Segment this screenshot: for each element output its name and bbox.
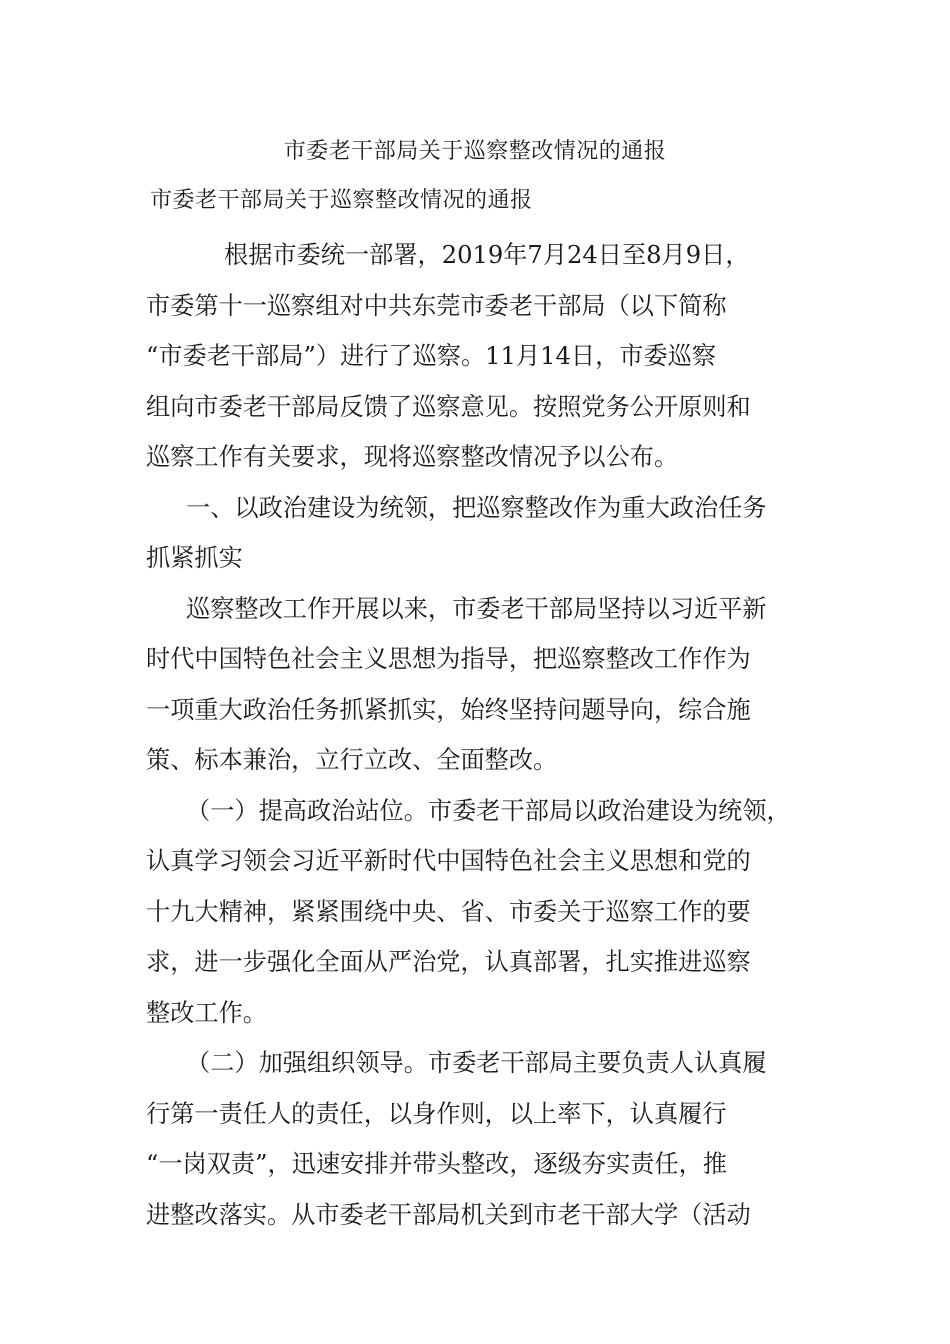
paragraph-line: 市委第十一巡察组对中共东莞市委老干部局（以下简称 bbox=[146, 291, 727, 320]
section-heading-line: 一、以政治建设为统领，把巡察整改作为重大政治任务 bbox=[186, 493, 767, 522]
paragraph-line: 巡察工作有关要求，现将巡察整改情况予以公布。 bbox=[146, 443, 679, 471]
paragraph-line: 组向市委老干部局反馈了巡察意见。按照党务公开原则和 bbox=[146, 392, 751, 421]
paragraph-line: 整改工作。 bbox=[146, 998, 267, 1027]
paragraph-line: 行第一责任人的责任，以身作则，以上率下，认真履行 bbox=[146, 1099, 727, 1128]
section-heading-line: 抓紧抓实 bbox=[146, 544, 243, 572]
paragraph-line: 一项重大政治任务抓紧抓实，始终坚持问题导向，综合施 bbox=[146, 695, 751, 724]
document-subtitle: 市委老干部局关于巡察整改情况的通报 bbox=[150, 188, 533, 213]
paragraph-line: 十九大精神，紧紧围绕中央、省、市委关于巡察工作的要 bbox=[146, 897, 751, 926]
paragraph-line: 策、标本兼治，立行立改、全面整改。 bbox=[146, 746, 558, 774]
paragraph-line: 认真学习领会习近平新时代中国特色社会主义思想和党的 bbox=[146, 847, 751, 875]
paragraph-line: 时代中国特色社会主义思想为指导，把巡察整改工作作为 bbox=[146, 645, 751, 673]
paragraph-line: 巡察整改工作开展以来，市委老干部局坚持以习近平新 bbox=[186, 594, 767, 623]
paragraph-line: （一）提高政治站位。市委老干部局以政治建设为统领， bbox=[186, 796, 791, 825]
paragraph-line: “一岗双责”，迅速安排并带头整改，逐级夯实责任，推 bbox=[146, 1150, 728, 1178]
document-body bbox=[146, 230, 826, 1240]
paragraph-line: 求，进一步强化全面从严治党，认真部署，扎实推进巡察 bbox=[146, 948, 751, 976]
paragraph-line: 进整改落实。从市委老干部局机关到市老干部大学（活动 bbox=[146, 1200, 751, 1229]
paragraph-line: 根据市委统一部署，2019年7月24日至8月9日， bbox=[224, 241, 750, 269]
paragraph-line: “市委老干部局”）进行了巡察。11月14日，市委巡察 bbox=[146, 342, 717, 370]
document-title: 市委老干部局关于巡察整改情况的通报 bbox=[283, 139, 667, 164]
paragraph-line: （二）加强组织领导。市委老干部局主要负责人认真履 bbox=[186, 1049, 767, 1077]
